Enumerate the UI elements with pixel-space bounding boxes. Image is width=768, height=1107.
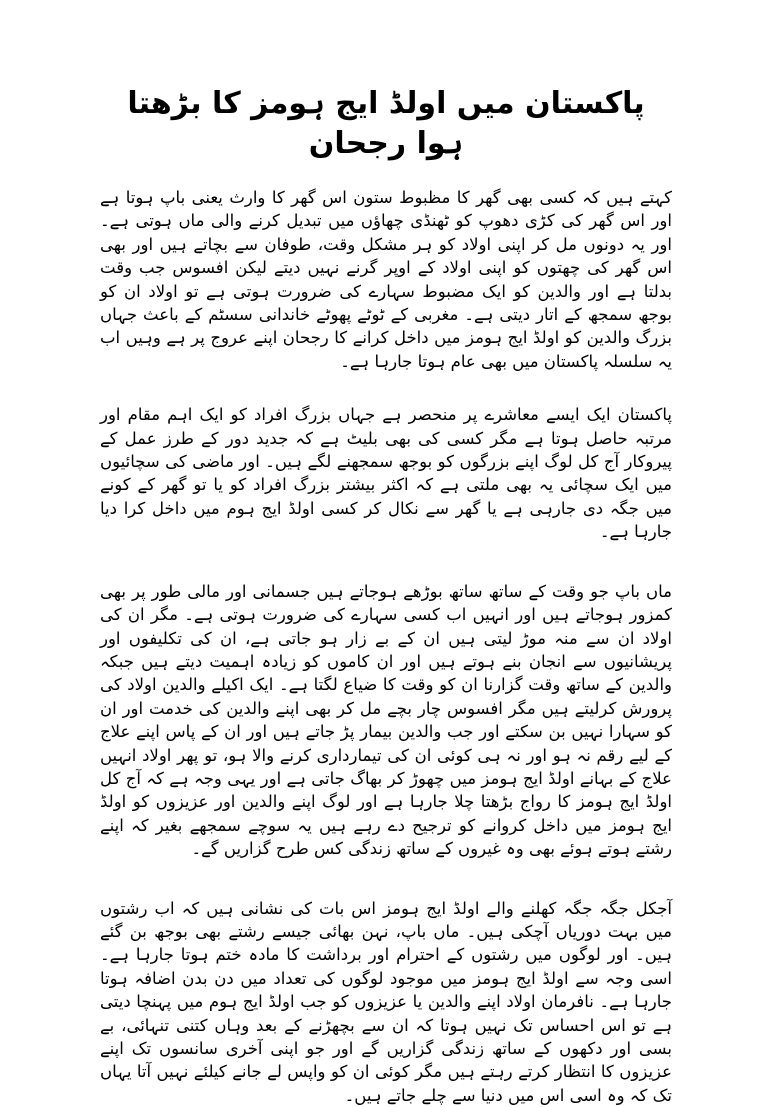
document-title: پاکستان میں اولڈ ایج ہومز کا بڑھتا ہوا رجحان	[127, 86, 645, 161]
paragraph-1: کہتے ہیں کہ کسی بھی گھر کا مظبوط ستون اس گھر کا وارث یعنی باپ ہوتا ہے اور اس گھر کی کڑی دھوپ کو ٹھنڈی چھاؤں میں تبدیل کرنے والی ماں ہوتی ہے۔ اور یہ دونوں مل کر اپنی اولاد کو ہر مشکل وقت، طوفان سے بچاتے ہیں اور بھی اس گھر کی چھتوں کو اپنی اولاد کے اوپر گرنے نہیں دیتے لیکن افسوس جب وقت بدلتا ہے اور والدین کو ایک مضبوط سہارے کی ضرورت ہوتی ہے تو اولاد ان کو بوجھ سمجھ کے اتار دیتی ہے۔ مغربی کے ٹوٹے پھوٹے خاندانی سسٹم کے باعث جہاں بزرگ والدین کو اولڈ ایج ہومز میں داخل کرانے کا رجحان اپنے عروج پر ہے وہیں اب یہ سلسلہ پاکستان میں بھی عام ہوتا جارہا ہے۔	[100, 188, 672, 371]
paragraph-4: آجکل جگہ جگہ کھلنے والے اولڈ ایج ہومز اس بات کی نشانی ہیں کہ اب رشتوں میں بہت دوریاں آچکی ہیں۔ ماں باپ، نہن بھائی جیسے رشتے بھی بوجھ بن گئے ہیں۔ اور لوگوں میں رشتوں کے احترام اور برداشت کا مادہ ختم ہوتا جارہا ہے۔ اسی وجہ سے اولڈ ایج ہومز میں موجود لوگوں کی تعداد میں دن بدن اضافہ ہوتا جارہا ہے۔ نافرمان اولاد اپنے والدین یا عزیزوں کو جب اولڈ ایج ہوم میں پہنچا دیتی ہے تو اس احساس تک نہیں ہوتا کہ ان سے بچھڑنے کے بعد وہاں کتنی تنہائی، بے بسی اور دکھوں کے ساتھ زندگی گزاریں گے اور جو اپنی آخری سانسوں تک اپنے عزیزوں کا انتظار کرتے رہتے ہیں مگر کوئی ان کو واپس لے جانے کیلئے نہیں آتا یہاں تک کہ وہ اسی اس میں دنیا سے چلے جاتے ہیں۔	[100, 898, 672, 1105]
paragraph-2: پاکستان ایک ایسے معاشرے پر منحصر ہے جہاں بزرگ افراد کو ایک اہم مقام اور مرتبہ حاصل ہوتا ہے مگر کسی کی بھی بلیٹ ہے کہ جدید دور کے طرز عمل کے پیروکار آج کل لوگ اپنے بزرگوں کو بوجھ سمجھنے لگے ہیں۔ اور ماضی کی سچائیوں میں ایک سچائی یہ بھی ملتی ہے کہ اکثر بیشتر بزرگ افراد کو یا تو گھر کے کونے میں جگہ دی جارہی ہے یا گھر سے نکال کر کسی اولڈ ایج ہوم میں داخل کرا دیا جارہا ہے۔	[100, 405, 672, 542]
paragraph-3: ماں باپ جو وقت کے ساتھ ساتھ بوڑھے ہوجاتے ہیں جسمانی اور مالی طور پر بھی کمزور ہوجاتے ہیں اور انہیں اب کسی سہارے کی ضرورت ہوتی ہے۔ مگر ان کی اولاد ان سے منہ موڑ لیتی ہیں ان کے بے زار ہو جاتی ہے، ان کی تکلیفوں اور پریشانیوں سے انجان بنے ہوتے ہیں اور ان کاموں کو زیادہ اہمیت دیتے ہیں جبکہ والدین کے ساتھ وقت گزارنا ان کو وقت کا ضیاع لگتا ہے۔ ایک اکیلے والدین اولاد کی پرورش کرلیتے ہیں مگر افسوس چار بچے مل کر بھی اپنے والدین کی خدمت اور ان کو سہارا نہیں بن سکتے اور جب والدین بیمار پڑ جاتے ہیں اور ان کے پاس اپنے علاج کے لیے رقم نہ ہو اور نہ ہی کوئی ان کی تیمارداری کرنے والا ہو، تو پھر اولاد انہیں علاج کے بہانے اولڈ ایج ہومز میں چھوڑ کر بھاگ جاتی ہے اور یہی وجہ ہے کہ آج کل اولڈ ایج ہومز کا رواج بڑھتا چلا جارہا ہے اور لوگ اپنے والدین اور عزیزوں کو اولڈ ایج ہومز میں داخل کروانے کو ترجیح دے رہے ہیں یہ سوچے سمجھے بغیر کہ اپنے رشتے ہوتے ہوئے بھی وہ غیروں کے ساتھ زندگی کس طرح گزاریں گے۔	[100, 581, 672, 859]
